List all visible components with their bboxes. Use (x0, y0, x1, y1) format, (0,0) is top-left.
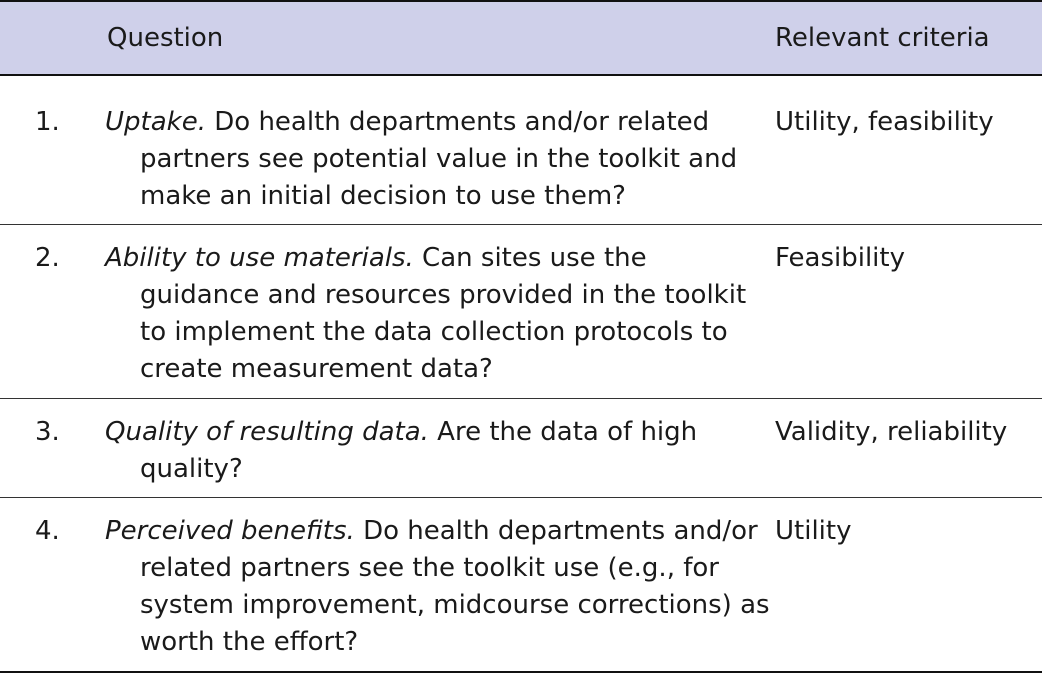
header-relevant-criteria: Relevant criteria (773, 1, 1042, 75)
question-text (105, 414, 773, 488)
question-cell (105, 399, 773, 498)
question-body: Can sites use the guidance and resources provided in the toolkit to implement the data collection protocols to create measurement data? (140, 243, 747, 384)
question-text (105, 240, 773, 388)
question-cell (105, 75, 773, 225)
row-number: 2. (0, 225, 105, 399)
question-topic: Perceived benefits. (105, 516, 355, 546)
table-header (0, 1, 1042, 75)
question-topic: Ability to use materials. (105, 243, 414, 273)
question-cell (105, 225, 773, 399)
criteria-cell: Utility (773, 498, 1042, 673)
question-body: Are the data of high quality? (140, 417, 698, 484)
question-body: Do health departments and/or related partners see the toolkit use (e.g., for system improvement, midcourse corrections) as worth the effort? (140, 516, 770, 657)
table-row (0, 498, 1042, 673)
header-question: Question (105, 1, 773, 75)
question-text (105, 513, 773, 661)
table-row (0, 225, 1042, 399)
question-cell (105, 498, 773, 673)
criteria-cell: Utility, feasibility (773, 75, 1042, 225)
row-number: 1. (0, 75, 105, 225)
question-body: Do health departments and/or related partners see potential value in the toolkit and make an initial decision to use them? (140, 107, 738, 211)
row-number: 4. (0, 498, 105, 673)
row-number: 3. (0, 399, 105, 498)
table-body (0, 75, 1042, 672)
question-topic: Quality of resulting data. (105, 417, 429, 447)
table-row (0, 399, 1042, 498)
question-topic: Uptake. (105, 107, 206, 137)
table-row (0, 75, 1042, 225)
question-text (105, 104, 773, 215)
criteria-cell: Validity, reliability (773, 399, 1042, 498)
header-number (0, 1, 105, 75)
header-row (0, 1, 1042, 75)
criteria-cell: Feasibility (773, 225, 1042, 399)
